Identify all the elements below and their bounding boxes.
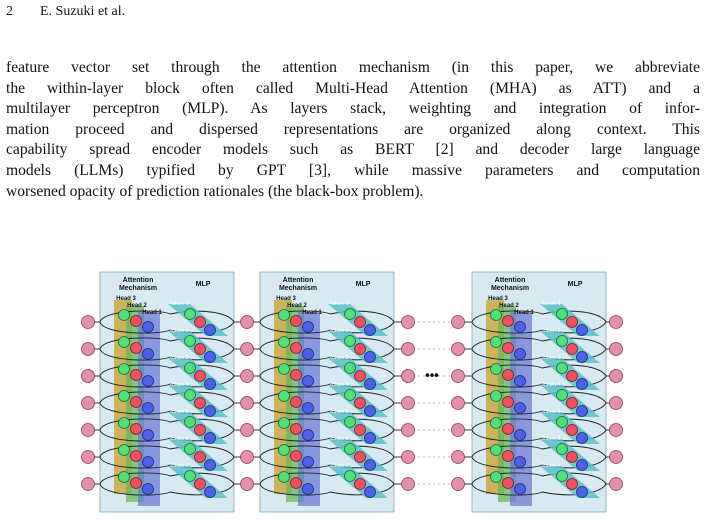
token-input-node xyxy=(241,478,254,491)
token-label: Token 1 xyxy=(329,301,349,307)
head-3-node xyxy=(279,472,290,483)
head-1-node xyxy=(303,457,314,468)
head-3-node xyxy=(119,445,130,456)
head-3-node xyxy=(491,445,502,456)
token-input-node xyxy=(82,478,95,491)
head-1-node xyxy=(143,349,154,360)
head-2-node xyxy=(291,478,302,489)
mlp-node-green xyxy=(185,390,196,401)
head-1-node xyxy=(515,349,526,360)
mlp-node-red xyxy=(195,398,206,409)
token-input-node xyxy=(82,424,95,437)
head-label: Head 3 xyxy=(276,296,296,302)
running-authors: E. Suzuki et al. xyxy=(40,4,126,19)
mlp-node-green xyxy=(345,444,356,455)
token-input-node xyxy=(241,397,254,410)
head-1-node xyxy=(515,403,526,414)
token-label: Token 7 xyxy=(169,463,189,469)
mlp-node-green xyxy=(185,417,196,428)
head-3-node xyxy=(119,418,130,429)
token-input-node xyxy=(402,343,415,356)
head-3-node xyxy=(279,310,290,321)
token-input-node xyxy=(610,397,623,410)
token-input-node xyxy=(452,424,465,437)
head-1-node xyxy=(515,457,526,468)
head-3-node xyxy=(491,472,502,483)
mlp-node-red xyxy=(567,344,578,355)
token-input-node xyxy=(82,451,95,464)
mlp-node-blue xyxy=(577,406,588,417)
token-input-node xyxy=(82,316,95,329)
mlp-node-blue xyxy=(205,433,216,444)
head-3-node xyxy=(491,337,502,348)
token-label: Token 3 xyxy=(169,355,189,361)
head-1-node xyxy=(143,403,154,414)
head-3-node xyxy=(491,310,502,321)
mlp-node-red xyxy=(355,452,366,463)
token-label: Token 5 xyxy=(329,409,349,415)
mlp-node-blue xyxy=(577,352,588,363)
head-2-node xyxy=(291,370,302,381)
token-input-node xyxy=(241,370,254,383)
head-1-node xyxy=(515,430,526,441)
head-label: Head 2 xyxy=(499,303,519,309)
head-label: Head 2 xyxy=(287,303,307,309)
mlp-node-green xyxy=(557,390,568,401)
head-1-node xyxy=(515,322,526,333)
token-label: Token 2 xyxy=(329,328,349,334)
transformer-figure xyxy=(0,262,704,515)
mlp-node-red xyxy=(355,371,366,382)
body-paragraph xyxy=(6,58,700,202)
mlp-node-green xyxy=(557,471,568,482)
token-input-node xyxy=(402,397,415,410)
head-3-node xyxy=(119,364,130,375)
mlp-node-green xyxy=(185,471,196,482)
head-3-node xyxy=(119,310,130,321)
mlp-node-blue xyxy=(365,487,376,498)
mlp-node-green xyxy=(345,417,356,428)
head-3-node xyxy=(119,337,130,348)
head-1-node xyxy=(303,430,314,441)
token-input-node xyxy=(452,451,465,464)
mlp-node-blue xyxy=(577,487,588,498)
token-label: Token 4 xyxy=(329,382,349,388)
head-label: Head 3 xyxy=(488,296,508,302)
head-1-node xyxy=(303,349,314,360)
paragraph-line: capability spread encoder models such as BERT [2] and decoder large language xyxy=(6,141,700,159)
head-1-node xyxy=(303,322,314,333)
head-2-node xyxy=(503,370,514,381)
mlp-node-red xyxy=(567,371,578,382)
token-input-node xyxy=(241,451,254,464)
token-label: Token 7 xyxy=(541,463,561,469)
token-input-node xyxy=(241,316,254,329)
attention-label: Mechanism xyxy=(490,285,530,292)
mlp-node-blue xyxy=(577,379,588,390)
mlp-node-green xyxy=(345,390,356,401)
token-label: Token 6 xyxy=(169,436,189,442)
token-label: Token 6 xyxy=(329,436,349,442)
token-label: Token 2 xyxy=(169,328,189,334)
attention-label: Attention xyxy=(122,277,154,284)
head-1-node xyxy=(143,376,154,387)
token-input-node xyxy=(82,370,95,383)
head-3-node xyxy=(491,364,502,375)
mlp-node-green xyxy=(185,309,196,320)
mlp-node-green xyxy=(345,309,356,320)
token-input-node xyxy=(610,316,623,329)
token-label: Token 2 xyxy=(541,328,561,334)
token-input-node xyxy=(452,478,465,491)
mlp-node-red xyxy=(355,425,366,436)
paragraph-line: models (LLMs) typified by GPT [3], while massive parameters and computation xyxy=(6,161,700,179)
token-label: Token 7 xyxy=(329,463,349,469)
mlp-label: MLP xyxy=(567,281,583,288)
head-2-node xyxy=(503,316,514,327)
mlp-node-blue xyxy=(365,325,376,336)
head-label: Head 2 xyxy=(127,303,147,309)
mlp-node-red xyxy=(355,344,366,355)
mlp-label: MLP xyxy=(355,281,371,288)
mlp-node-green xyxy=(557,363,568,374)
head-2-node xyxy=(291,397,302,408)
attention-label: Mechanism xyxy=(278,285,318,292)
mlp-node-green xyxy=(557,417,568,428)
token-input-node xyxy=(610,370,623,383)
mlp-node-green xyxy=(345,363,356,374)
head-2-node xyxy=(291,424,302,435)
attention-label: Mechanism xyxy=(118,285,158,292)
mlp-node-red xyxy=(567,398,578,409)
token-label: Token 5 xyxy=(541,409,561,415)
mlp-node-green xyxy=(185,363,196,374)
token-input-node xyxy=(452,397,465,410)
mlp-node-blue xyxy=(205,352,216,363)
mlp-node-red xyxy=(355,398,366,409)
head-3-node xyxy=(119,472,130,483)
token-input-node xyxy=(402,478,415,491)
head-1-node xyxy=(515,484,526,495)
head-1-node xyxy=(303,484,314,495)
mlp-node-blue xyxy=(205,460,216,471)
mlp-node-green xyxy=(557,444,568,455)
mlp-node-red xyxy=(567,452,578,463)
head-3-node xyxy=(491,418,502,429)
head-2-node xyxy=(131,451,142,462)
mlp-node-blue xyxy=(205,325,216,336)
head-1-node xyxy=(143,322,154,333)
token-label: Token 5 xyxy=(169,409,189,415)
token-input-node xyxy=(82,343,95,356)
mlp-node-green xyxy=(185,444,196,455)
running-header xyxy=(6,4,125,20)
token-input-node xyxy=(402,424,415,437)
head-1-node xyxy=(143,484,154,495)
head-2-node xyxy=(291,343,302,354)
mlp-node-red xyxy=(567,479,578,490)
head-2-node xyxy=(131,316,142,327)
paragraph-line: feature vector set through the attention mechanism (in this paper, we abbreviate xyxy=(6,59,700,76)
mlp-node-red xyxy=(195,371,206,382)
head-3-node xyxy=(119,391,130,402)
page-number: 2 xyxy=(6,4,13,19)
token-input-node xyxy=(452,316,465,329)
head-2-node xyxy=(503,451,514,462)
mlp-node-blue xyxy=(365,406,376,417)
head-3-node xyxy=(279,445,290,456)
head-3-node xyxy=(279,391,290,402)
token-input-node xyxy=(402,451,415,464)
head-1-node xyxy=(143,430,154,441)
token-input-node xyxy=(610,451,623,464)
mlp-node-red xyxy=(567,425,578,436)
head-3-node xyxy=(279,364,290,375)
token-label: Token 1 xyxy=(541,301,561,307)
mlp-node-blue xyxy=(205,487,216,498)
mlp-node-blue xyxy=(205,379,216,390)
mlp-node-red xyxy=(355,479,366,490)
head-2-node xyxy=(131,370,142,381)
token-label: Token 3 xyxy=(329,355,349,361)
token-input-node xyxy=(610,478,623,491)
head-2-node xyxy=(131,397,142,408)
head-2-node xyxy=(503,424,514,435)
head-label: Head 3 xyxy=(116,296,136,302)
head-1-node xyxy=(143,457,154,468)
mlp-node-red xyxy=(195,452,206,463)
token-label: Token 4 xyxy=(169,382,189,388)
attention-label: Attention xyxy=(494,277,526,284)
head-1-node xyxy=(303,403,314,414)
token-input-node xyxy=(402,316,415,329)
head-label: Head 1 xyxy=(142,310,162,316)
head-2-node xyxy=(291,316,302,327)
head-1-node xyxy=(303,376,314,387)
head-2-node xyxy=(131,343,142,354)
head-3-node xyxy=(279,418,290,429)
head-2-node xyxy=(503,343,514,354)
mlp-node-blue xyxy=(365,460,376,471)
paragraph-line: mation proceed and dispersed representations are organized along context. This xyxy=(6,120,700,138)
mlp-node-green xyxy=(557,309,568,320)
paragraph-line: multilayer perceptron (MLP). As layers stack, weighting and integration of infor- xyxy=(6,100,700,118)
mlp-node-red xyxy=(567,317,578,328)
token-input-node xyxy=(452,370,465,383)
token-input-node xyxy=(82,397,95,410)
head-label: Head 1 xyxy=(302,310,322,316)
head-label: Head 1 xyxy=(514,310,534,316)
mlp-node-blue xyxy=(577,325,588,336)
token-input-node xyxy=(610,424,623,437)
token-label: Token 6 xyxy=(541,436,561,442)
token-label: Token 1 xyxy=(169,301,189,307)
token-input-node xyxy=(241,343,254,356)
head-2-node xyxy=(503,397,514,408)
mlp-node-green xyxy=(345,336,356,347)
mlp-label: MLP xyxy=(195,281,211,288)
head-1-node xyxy=(515,376,526,387)
mlp-node-blue xyxy=(205,406,216,417)
mlp-node-blue xyxy=(365,379,376,390)
token-label: Token 3 xyxy=(541,355,561,361)
mlp-node-blue xyxy=(577,433,588,444)
token-input-node xyxy=(402,370,415,383)
head-2-node xyxy=(131,424,142,435)
token-input-node xyxy=(452,343,465,356)
mlp-node-blue xyxy=(365,352,376,363)
token-input-node xyxy=(241,424,254,437)
token-label: Token 4 xyxy=(541,382,561,388)
mlp-node-red xyxy=(195,425,206,436)
paragraph-line: the within-layer block often called Multi-Head Attention (MHA) as ATT) and a xyxy=(6,79,700,97)
head-3-node xyxy=(279,337,290,348)
mlp-node-blue xyxy=(577,460,588,471)
head-3-node xyxy=(491,391,502,402)
paragraph-line: worsened opacity of prediction rationales (the black-box problem). xyxy=(6,182,424,200)
mlp-node-green xyxy=(557,336,568,347)
mlp-node-red xyxy=(195,479,206,490)
head-2-node xyxy=(131,478,142,489)
mlp-node-blue xyxy=(365,433,376,444)
layer-ellipsis: ••• xyxy=(425,367,439,383)
mlp-node-red xyxy=(355,317,366,328)
mlp-node-green xyxy=(185,336,196,347)
attention-label: Attention xyxy=(282,277,314,284)
mlp-node-red xyxy=(195,317,206,328)
mlp-node-red xyxy=(195,344,206,355)
token-input-node xyxy=(610,343,623,356)
transformer-diagram xyxy=(0,262,704,515)
head-2-node xyxy=(291,451,302,462)
head-2-node xyxy=(503,478,514,489)
mlp-node-green xyxy=(345,471,356,482)
